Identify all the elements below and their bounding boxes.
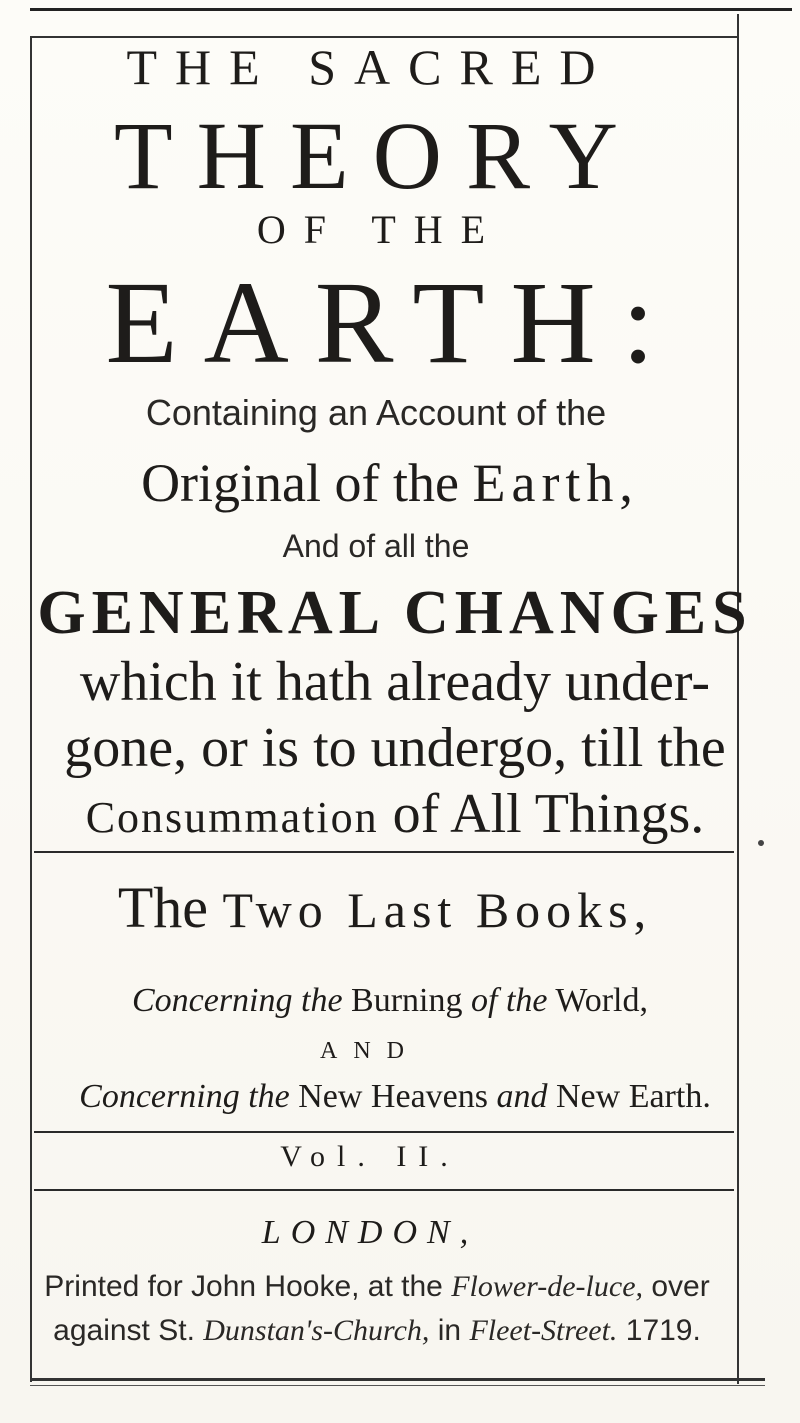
volume-label: Vol. II. bbox=[280, 1140, 460, 1173]
imprint-year: 1719. bbox=[617, 1314, 701, 1347]
concerning-new-earth: New Earth. bbox=[547, 1078, 711, 1115]
subtitle-earth-smallcaps: Earth, bbox=[472, 453, 639, 513]
concerning-burning-word: Burning bbox=[342, 982, 471, 1019]
title-line-earth: EARTH: bbox=[105, 257, 681, 388]
subtitle-gone-line: gone, or is to undergo, till the bbox=[64, 717, 726, 779]
concerning-new-heavens bbox=[0, 1078, 790, 1116]
subtitle-which-line: which it hath already under- bbox=[79, 651, 711, 713]
subtitle-and-of-all: And of all the bbox=[282, 528, 470, 564]
concerning-and-italic: and bbox=[496, 1078, 548, 1115]
imprint-fleet-street: Fleet-Street. bbox=[469, 1314, 618, 1347]
divider-rule-1 bbox=[34, 851, 734, 853]
margin-ink-dot bbox=[758, 840, 764, 846]
concerning-new-italic: Concerning the bbox=[79, 1078, 290, 1115]
books-two: Two bbox=[222, 882, 329, 938]
and-separator: AND bbox=[320, 1038, 420, 1064]
imprint-city: LONDON, bbox=[261, 1214, 479, 1251]
books-books: Books, bbox=[475, 882, 653, 938]
books-heading bbox=[0, 874, 770, 941]
subtitle-containing: Containing an Account of the bbox=[145, 392, 607, 433]
subtitle-all-things: of All Things. bbox=[378, 783, 705, 845]
imprint-printed-for: Printed for John Hooke, at the bbox=[44, 1270, 452, 1303]
divider-rule-2 bbox=[34, 1131, 734, 1133]
divider-rule-3 bbox=[34, 1189, 734, 1191]
subtitle-original-text: Original of the bbox=[141, 453, 473, 513]
imprint-flower-de-luce: Flower-de-luce, bbox=[451, 1270, 644, 1303]
subtitle-consummation-smallcaps: Consummation bbox=[85, 793, 379, 842]
books-last: Last bbox=[328, 882, 476, 938]
subtitle-consummation bbox=[0, 782, 790, 846]
concerning-of-the: of the bbox=[471, 982, 548, 1019]
concerning-world: World, bbox=[547, 982, 649, 1019]
imprint-line-2 bbox=[0, 1314, 754, 1348]
title-line-of-the: OF THE bbox=[256, 207, 504, 252]
frame-top-rule bbox=[30, 8, 792, 11]
imprint-against: against St. bbox=[53, 1314, 204, 1347]
imprint-line-1 bbox=[0, 1270, 754, 1304]
books-the: The bbox=[117, 875, 223, 940]
title-line-sacred: THE SACRED bbox=[126, 39, 614, 95]
imprint-in: in bbox=[429, 1314, 470, 1347]
concerning-burning-italic: Concerning the bbox=[131, 982, 343, 1019]
title-line-theory: THEORY bbox=[114, 102, 642, 209]
imprint-over: over bbox=[643, 1270, 710, 1303]
subtitle-general-changes: GENERAL CHANGES bbox=[37, 579, 753, 647]
frame-bottom-rule-thin bbox=[30, 1385, 765, 1386]
subtitle-original bbox=[0, 452, 780, 514]
frame-bottom-rule bbox=[30, 1378, 765, 1381]
concerning-burning bbox=[0, 982, 780, 1020]
imprint-dunstans-church: Dunstan's-Church, bbox=[203, 1314, 430, 1347]
concerning-new-heavens-words: New Heavens bbox=[289, 1078, 497, 1115]
